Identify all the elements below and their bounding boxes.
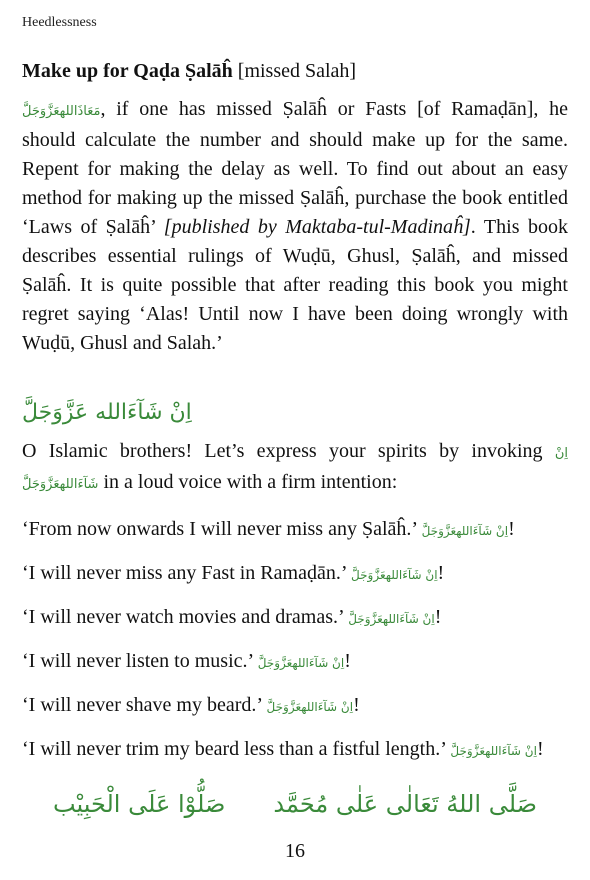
paragraph1-text-b: . This book describes essential rulings of Wuḍū, Ghusl, Ṣalāĥ, and missed Ṣalāĥ. It is quite possible that after reading this book you might regret saying ‘Alas! Until now I have been doing wrongly with Wuḍū, Ghusl and Salah.’ — [22, 216, 568, 354]
pledge-end: ! — [353, 694, 360, 716]
pledge-end: ! — [344, 650, 351, 672]
pledge-end: ! — [508, 518, 515, 540]
paragraph1-text-a: , if one has missed Ṣalāĥ or Fasts [of Ramaḍān], he should calculate the number and should make up for the same. Repent for making the delay as well. To find out about an easy method for making up the missed Ṣalāĥ, purchase the book entitled ‘Laws of Ṣalāĥ’ — [22, 98, 568, 238]
salawat-right: صَلَّی اللهُ تَعَالٰی عَلٰی مُحَمَّد — [273, 790, 538, 818]
pledge-item — [22, 692, 582, 736]
pledge-text: ‘I will never trim my beard less than a fistful length.’ — [22, 738, 451, 760]
arabic-insha-allah-inline: اِنْ شَآءَاللهعَزَّوَجَلَّ — [22, 446, 568, 492]
paragraph1-publisher: [published by Maktaba-tul-Madinaĥ] — [163, 216, 471, 238]
paragraph-intention — [22, 437, 568, 499]
pledge-end: ! — [536, 738, 544, 760]
pledge-end: ! — [434, 606, 442, 628]
pledge-text: ‘I will never listen to music.’ — [22, 650, 258, 672]
arabic-maazallah: مَعَاذَاللهعَزَّوَجَلَّ — [22, 104, 101, 119]
paragraph2-text-b: in a loud voice with a firm intention: — [98, 471, 398, 493]
pledge-item — [22, 736, 582, 780]
pledge-arabic: اِنْ شَآءَاللهعَزَّوَجَلَّ — [421, 524, 509, 538]
pledge-text: ‘I will never shave my beard.’ — [22, 694, 267, 716]
pledge-arabic: اِنْ شَآءَاللهعَزَّوَجَلَّ — [257, 656, 345, 670]
pledge-arabic: اِنْ شَآءَاللهعَزَّوَجَلَّ — [450, 744, 537, 758]
pledge-text: ‘From now onwards I will never miss any Ṣalāĥ.’ — [22, 518, 422, 540]
pledge-end: ! — [437, 562, 445, 584]
pledge-item — [22, 648, 582, 692]
pledge-item — [22, 560, 582, 604]
running-head: Heedlessness — [22, 15, 97, 30]
salawat-line — [0, 790, 590, 818]
pledge-item — [22, 516, 582, 560]
pledge-arabic: اِنْ شَآءَاللهعَزَّوَجَلَّ — [351, 568, 438, 582]
pledge-text: ‘I will never watch movies and dramas.’ — [22, 606, 349, 628]
arabic-insha-allah-heading: اِنْ شَآءَالله عَزَّوَجَلَّ — [22, 400, 192, 425]
heading-bracket: [missed Salah] — [237, 60, 357, 82]
paragraph-missed-salah — [22, 95, 568, 358]
pledge-list — [22, 516, 582, 780]
salawat-left: صَلُّوْا عَلَی الْحَبِیْب — [52, 790, 226, 818]
pledge-item — [22, 604, 582, 648]
page-number: 16 — [285, 840, 305, 862]
pledge-arabic: اِنْ شَآءَاللهعَزَّوَجَلَّ — [348, 612, 435, 626]
pledge-arabic: اِنْ شَآءَاللهعَزَّوَجَلَّ — [266, 700, 354, 714]
heading-main: Make up for Qaḍa Ṣalāĥ — [22, 60, 233, 82]
paragraph2-text-a: O Islamic brothers! Let’s express your spirits by invoking — [22, 440, 555, 462]
section-heading — [22, 60, 356, 83]
pledge-text: ‘I will never miss any Fast in Ramaḍān.’ — [22, 562, 352, 584]
